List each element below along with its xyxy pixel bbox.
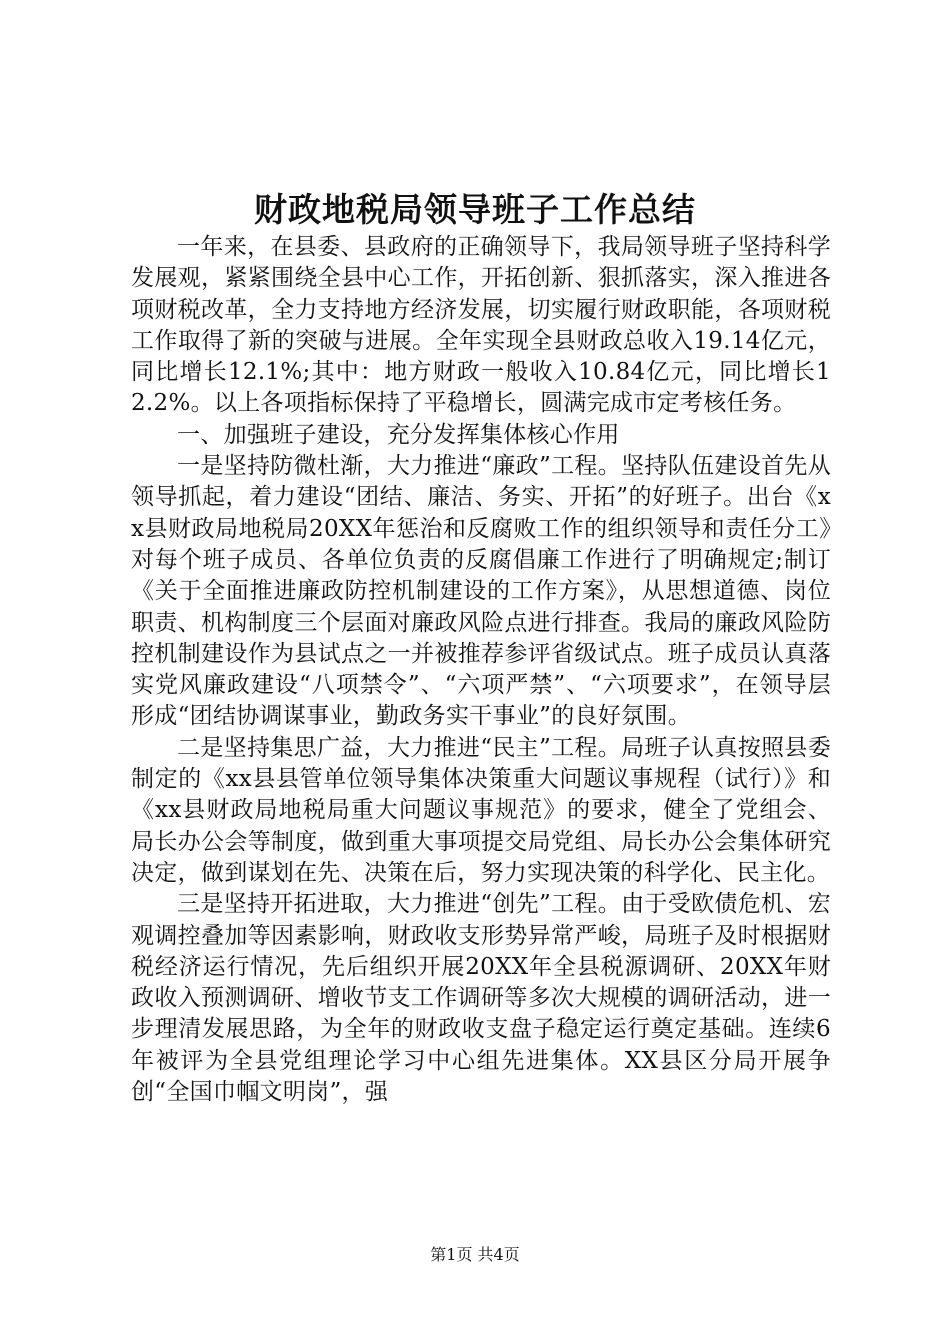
paragraph-point-3: 三是坚持开拓进取，大力推进“创先”工程。由于受欧债危机、宏观调控叠加等因素影响，财政收支形势异常严峻，局班子及时根据财税经济运行情况，先后组织开展20XX年全县税源调研、20XX年财政收入预测调研、增收节支工作调研等多次大规模的调研活动，进一步理清发展思路，为全年的财政收支盘子稳定运行奠定基础。连续6年被评为全县党组理论学习中心组先进集体。XX县区分局开展争创“全国巾帼文明岗”，强 xyxy=(131,891,831,1106)
section-heading-1: 一、加强班子建设，充分发挥集体核心作用 xyxy=(177,421,620,448)
document-title: 财政地税局领导班子工作总结 xyxy=(254,190,696,229)
document-body xyxy=(131,232,831,1108)
page-number-footer: 第1页 共4页 xyxy=(430,1245,520,1264)
paragraph-point-1: 一是坚持防微杜渐，大力推进“廉政”工程。坚持队伍建设首先从领导抓起，着力建设“团结、廉洁、务实、开拓”的好班子。出台《xx县财政局地税局20XX年惩治和反腐败工作的组织领导和责任分工》对每个班子成员、各单位负责的反腐倡廉工作进行了明确规定;制订《关于全面推进廉政防控机制建设的工作方案》，从思想道德、岗位职责、机构制度三个层面对廉政风险点进行排查。我局的廉政风险防控机制建设作为县试点之一并被推荐参评省级试点。班子成员认真落实党风廉政建设“八项禁令”、“六项严禁”、“六项要求”，在领导层形成“团结协调谋事业，勤政务实干事业”的良好氛围。 xyxy=(131,453,831,730)
paragraph-intro: 一年来，在县委、县政府的正确领导下，我局领导班子坚持科学发展观，紧紧围绕全县中心工作，开拓创新、狠抓落实，深入推进各项财税改革，全力支持地方经济发展，切实履行财政职能，各项财税工作取得了新的突破与进展。全年实现全县财政总收入19.14亿元，同比增长12.1%;其中：地方财政一般收入10.84亿元，同比增长12.2%。以上各项指标保持了平稳增长，圆满完成市定考核任务。 xyxy=(131,234,831,417)
paragraph-point-2: 二是坚持集思广益，大力推进“民主”工程。局班子认真按照县委制定的《xx县县管单位领导集体决策重大问题议事规程（试行）》和《xx县财政局地税局重大问题议事规范》的要求，健全了党组会、局长办公会等制度，做到重大事项提交局党组、局长办公会集体研究决定，做到谋划在先、决策在后，努力实现决策的科学化、民主化。 xyxy=(131,734,831,886)
